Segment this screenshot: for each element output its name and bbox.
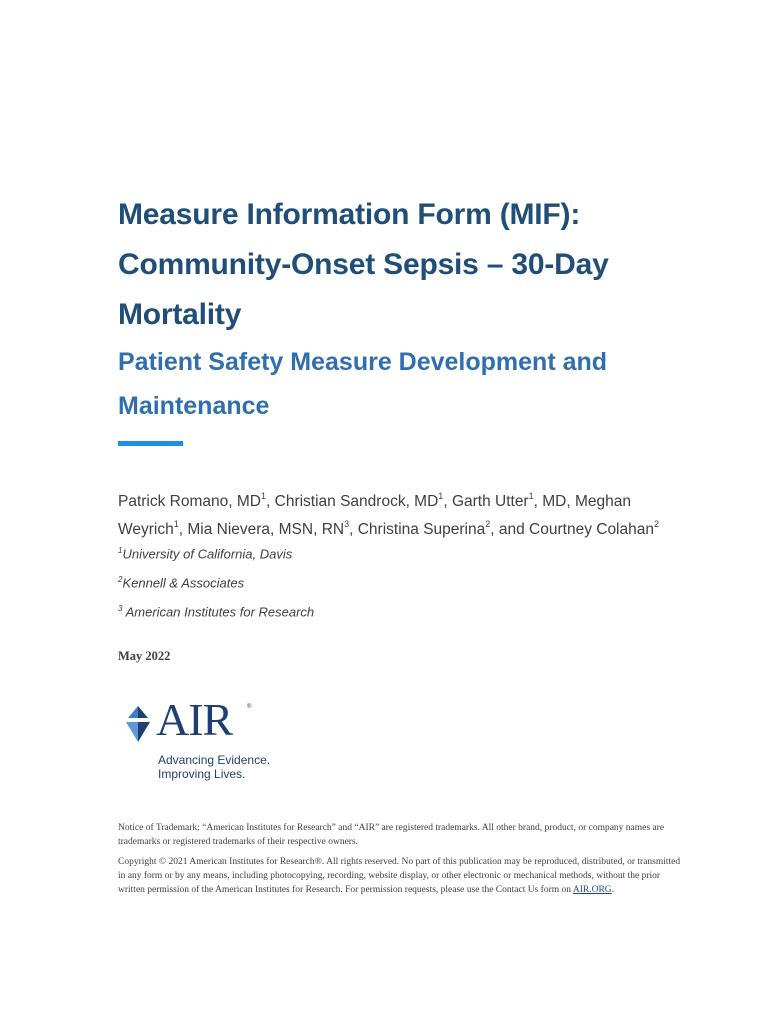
author-name: Mia Nievera, MSN, RN bbox=[187, 521, 345, 538]
author-name: Courtney Colahan bbox=[529, 521, 654, 538]
air-logo bbox=[120, 694, 320, 790]
affiliation-item bbox=[118, 546, 618, 561]
author-name: Weyrich bbox=[118, 521, 174, 538]
affiliation-text: Kennell & Associates bbox=[122, 575, 245, 591]
author-affiliation-marker: 1 bbox=[438, 490, 444, 501]
author-affiliation-marker: 1 bbox=[260, 490, 266, 501]
author-separator: , bbox=[178, 521, 188, 538]
author-affiliation-marker: 1 bbox=[528, 490, 534, 501]
affiliation-marker: 2 bbox=[118, 575, 123, 584]
author-name: Christina Superina bbox=[357, 521, 486, 538]
publication-date: May 2022 bbox=[118, 649, 171, 663]
title-line-1: Measure Information Form (MIF): bbox=[118, 198, 581, 231]
author-list bbox=[118, 488, 718, 544]
affiliation-item bbox=[118, 604, 618, 619]
tagline-line-2: Improving Lives. bbox=[158, 767, 246, 781]
logo-tagline bbox=[158, 753, 270, 781]
title-line-3: Mortality bbox=[118, 298, 242, 331]
tagline-line-1: Advancing Evidence. bbox=[158, 753, 271, 767]
author-name: Garth Utter bbox=[451, 493, 529, 510]
author-name: Christian Sandrock, MD bbox=[274, 493, 439, 510]
author-name: Patrick Romano, MD bbox=[118, 493, 261, 510]
affiliation-marker: 3 bbox=[118, 604, 123, 613]
air-wordmark: AIR bbox=[156, 694, 233, 745]
affiliation-marker: 1 bbox=[118, 546, 123, 555]
document-subtitle bbox=[118, 340, 718, 428]
document-title bbox=[118, 190, 718, 340]
subtitle-line-1: Patient Safety Measure Development and bbox=[118, 348, 608, 376]
author-separator: , bbox=[349, 521, 358, 538]
author-affiliation-marker: 3 bbox=[344, 518, 350, 529]
author-separator: , MD, Meghan bbox=[533, 493, 631, 510]
air-diamond-icon bbox=[120, 704, 156, 744]
air-org-link[interactable]: AIR.ORG bbox=[572, 885, 612, 895]
author-affiliation-marker: 2 bbox=[485, 518, 491, 529]
author-separator: , bbox=[266, 493, 275, 510]
affiliation-text: University of California, Davis bbox=[122, 546, 293, 562]
subtitle-line-2: Maintenance bbox=[118, 392, 270, 420]
trademark-notice: Notice of Trademark: “American Institutes for Research” and “AIR” are registered trademarks. All other brand, product, or company names are trademarks or registered trademarks of their respective owners. bbox=[118, 823, 665, 847]
accent-divider bbox=[118, 441, 183, 446]
copyright-notice bbox=[118, 855, 683, 897]
registered-mark: ® bbox=[247, 704, 252, 710]
title-line-2: Community-Onset Sepsis – 30-Day bbox=[118, 248, 609, 281]
copyright-text: Copyright © 2021 American Institutes for Research®. All rights reserved. No part of this publication may be reproduced, distributed, or transmitted in any form or by any means, including photocopying, recording, website display, or other electronic or mechanical methods, without the prior written permission of the American Institutes for Research. For permission requests, please use the Contact Us form on bbox=[118, 857, 681, 895]
author-separator: , and bbox=[490, 521, 530, 538]
affiliation-text: American Institutes for Research bbox=[122, 604, 315, 620]
author-affiliation-marker: 1 bbox=[173, 518, 179, 529]
author-separator: , bbox=[443, 493, 452, 510]
author-affiliation-marker: 2 bbox=[654, 518, 660, 529]
copyright-end: . bbox=[611, 885, 615, 895]
affiliation-item bbox=[118, 575, 618, 590]
